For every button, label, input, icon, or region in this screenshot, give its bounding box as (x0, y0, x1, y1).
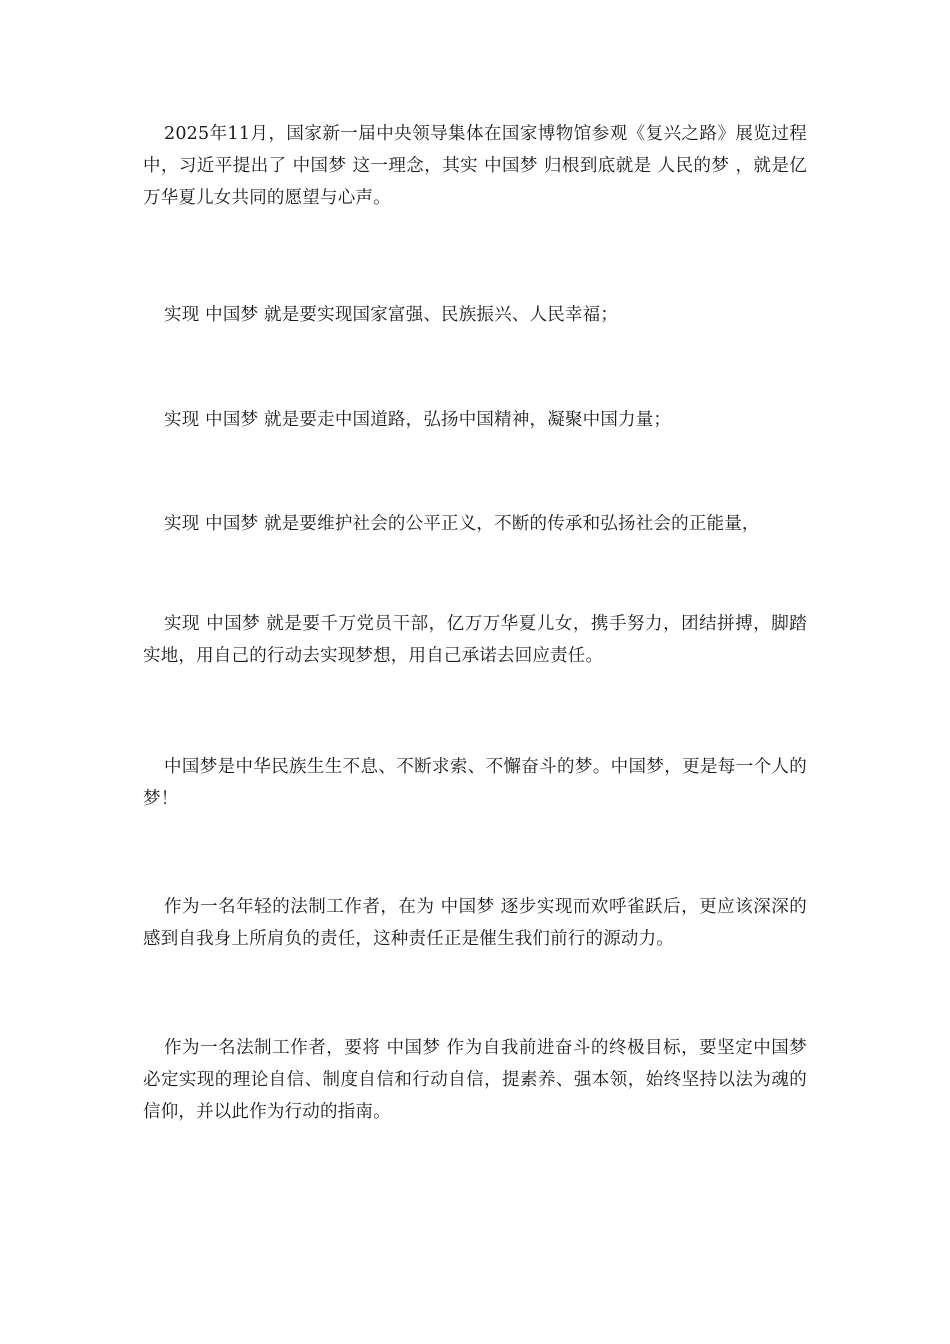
paragraph-chinese-dream-origin: 2025年11月，国家新一届中央领导集体在国家博物馆参观《复兴之路》展览过程中，习近平提出了 中国梦 这一理念，其实 中国梦 归根到底就是 人民的梦 ，就是亿万华夏儿女共同的愿望与心声。 (143, 124, 807, 208)
paragraph-prosperity: 实现 中国梦 就是要实现国家富强、民族振兴、人民幸福； (164, 305, 619, 325)
paragraph-legal-worker-responsibility: 作为一名年轻的法制工作者，在为 中国梦 逐步实现而欢呼雀跃后，更应该深深的感到自我身上所肩负的责任，这种责任正是催生我们前行的源动力。 (143, 897, 807, 949)
paragraph-joint-effort: 实现 中国梦 就是要千万党员干部，亿万万华夏儿女，携手努力，团结拼搏，脚踏实地，用自己的行动去实现梦想，用自己承诺去回应责任。 (143, 614, 807, 666)
paragraph-social-justice: 实现 中国梦 就是要维护社会的公平正义，不断的传承和弘扬社会的正能量， (164, 514, 760, 534)
paragraph-chinese-road: 实现 中国梦 就是要走中国道路，弘扬中国精神，凝聚中国力量； (164, 410, 672, 430)
paragraph-legal-worker-goal: 作为一名法制工作者，要将 中国梦 作为自我前进奋斗的终极目标，要坚定中国梦必定实现的理论自信、制度自信和行动自信，提素养、强本领，始终坚持以法为魂的信仰，并以此作为行动的指南。 (143, 1038, 807, 1122)
paragraph-everyone-dream: 中国梦是中华民族生生不息、不断求索、不懈奋斗的梦。中国梦，更是每一个人的梦！ (143, 757, 807, 809)
